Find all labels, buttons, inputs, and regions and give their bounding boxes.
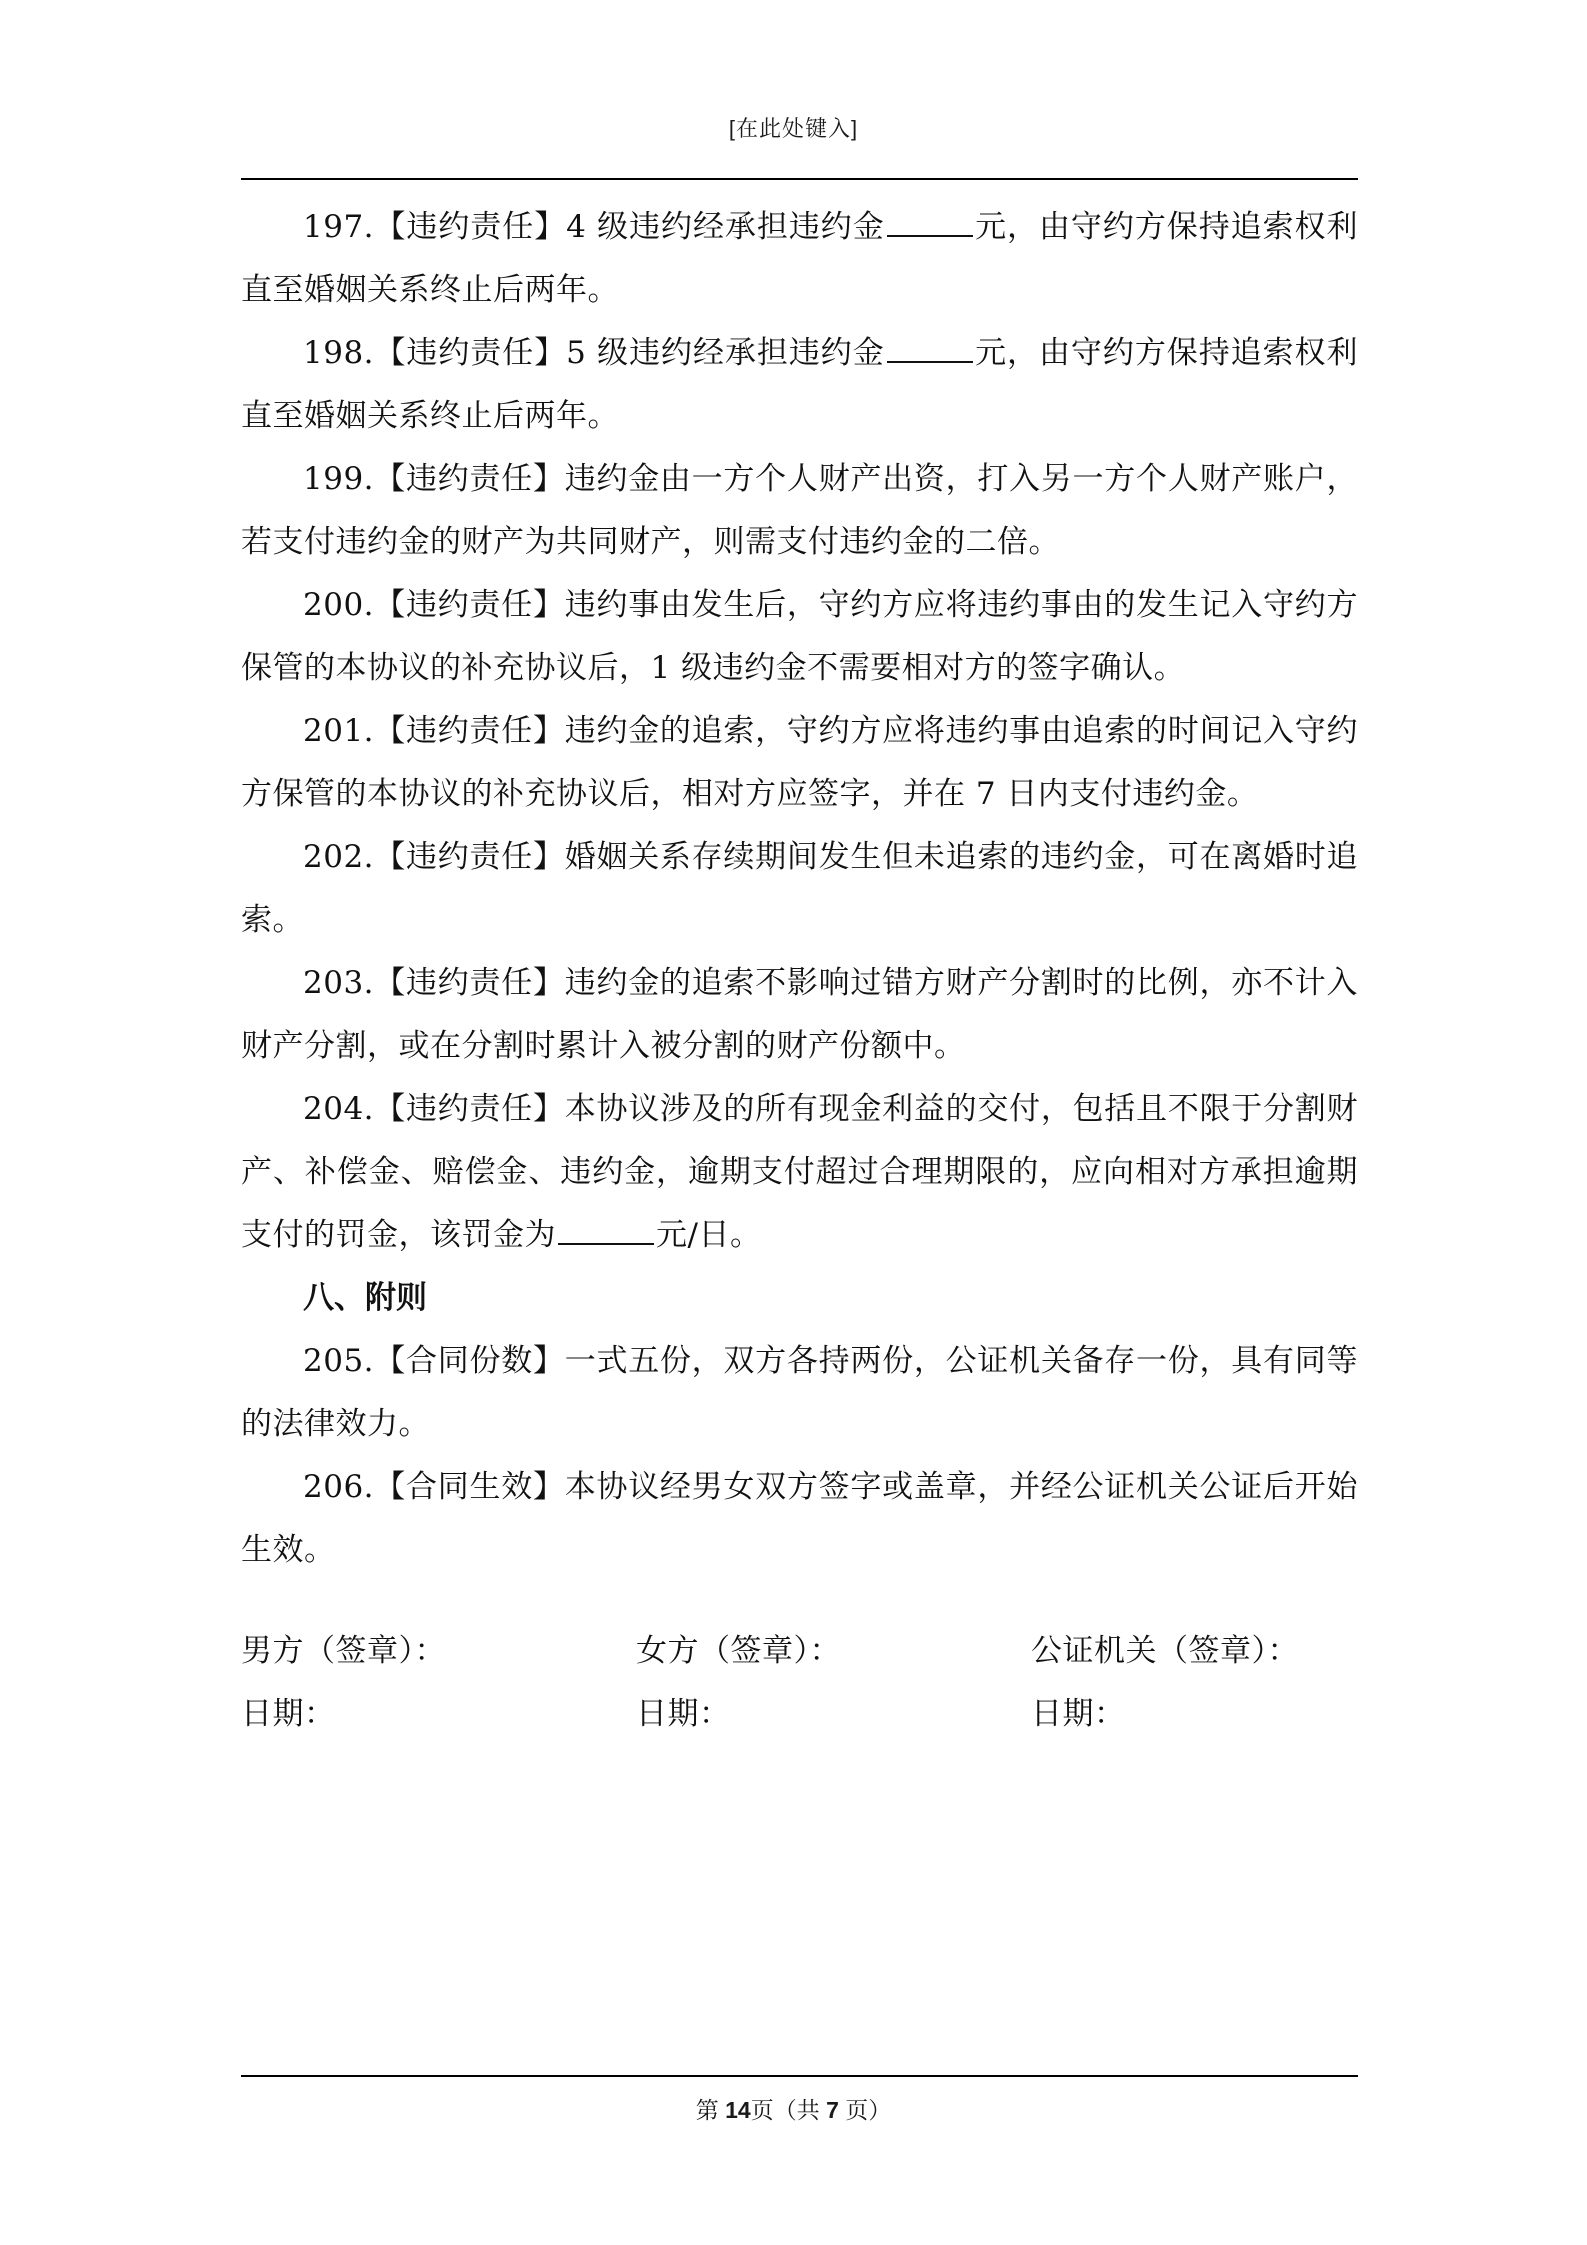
clause-198 [241,322,1358,448]
signature-row [241,1620,1358,1683]
female-date-label: 日期： [636,1696,731,1732]
fill-blank[interactable] [558,1213,654,1245]
clause-text: 197.【违约责任】4 级违约经承担违约金 [303,209,885,245]
document-body [241,196,1358,1582]
clause-text: 198.【违约责任】5 级违约经承担违约金 [303,335,885,371]
fill-blank[interactable] [887,205,973,237]
clause-201: 201.【违约责任】违约金的追索，守约方应将违约事由追索的时间记入守约方保管的本协议的补充协议后，相对方应签字，并在 7 日内支付违约金。 [241,713,1358,812]
clause-text: 元/日。 [656,1217,762,1253]
notary-date-label: 日期： [1031,1696,1126,1732]
clause-205: 205.【合同份数】一式五份，双方各持两份，公证机关备存一份，具有同等的法律效力。 [241,1343,1358,1442]
female-signature-label: 女方（签章）： [636,1633,841,1669]
section-heading-appendix: 八、附则 [303,1280,427,1316]
male-signature-label: 男方（签章）： [241,1633,446,1669]
notary-signature-label: 公证机关（签章）： [1031,1633,1299,1669]
clause-203: 203.【违约责任】违约金的追索不影响过错方财产分割时的比例，亦不计入财产分割，或在分割时累计入被分割的财产份额中。 [241,965,1358,1064]
footer-middle: 页（共 [750,2097,827,2123]
page-header[interactable]: [在此处键入] [728,116,859,141]
clause-197 [241,196,1358,322]
page-total: 7 [826,2097,839,2123]
fill-blank[interactable] [887,331,973,363]
clause-202: 202.【违约责任】婚姻关系存续期间发生但未追索的违约金，可在离婚时追索。 [241,839,1358,938]
footer-suffix: 页） [838,2097,892,2123]
footer-divider [241,2075,1358,2077]
clause-206: 206.【合同生效】本协议经男女双方签字或盖章，并经公证机关公证后开始生效。 [241,1469,1358,1568]
header-divider [241,178,1358,180]
page-number: 14 [725,2097,751,2123]
page-footer [0,2092,1587,2125]
date-row [241,1683,1358,1746]
male-date-label: 日期： [241,1696,336,1732]
clause-text: 204.【违约责任】本协议涉及的所有现金利益的交付，包括且不限于分割财产、补偿金、赔偿金、违约金，逾期支付超过合理期限的，应向相对方承担逾期支付的罚金，该罚金为 [241,1091,1358,1253]
clause-204 [241,1078,1358,1267]
clause-text: 元，由守约方保持追索权利直至婚姻关系终止后两年。 [241,335,1358,434]
signature-block [241,1620,1358,1746]
footer-prefix: 第 [695,2097,726,2123]
clause-text: 元，由守约方保持追索权利直至婚姻关系终止后两年。 [241,209,1358,308]
clause-200: 200.【违约责任】违约事由发生后，守约方应将违约事由的发生记入守约方保管的本协议的补充协议后，1 级违约金不需要相对方的签字确认。 [241,587,1358,686]
clause-199: 199.【违约责任】违约金由一方个人财产出资，打入另一方个人财产账户，若支付违约金的财产为共同财产，则需支付违约金的二倍。 [241,461,1358,560]
